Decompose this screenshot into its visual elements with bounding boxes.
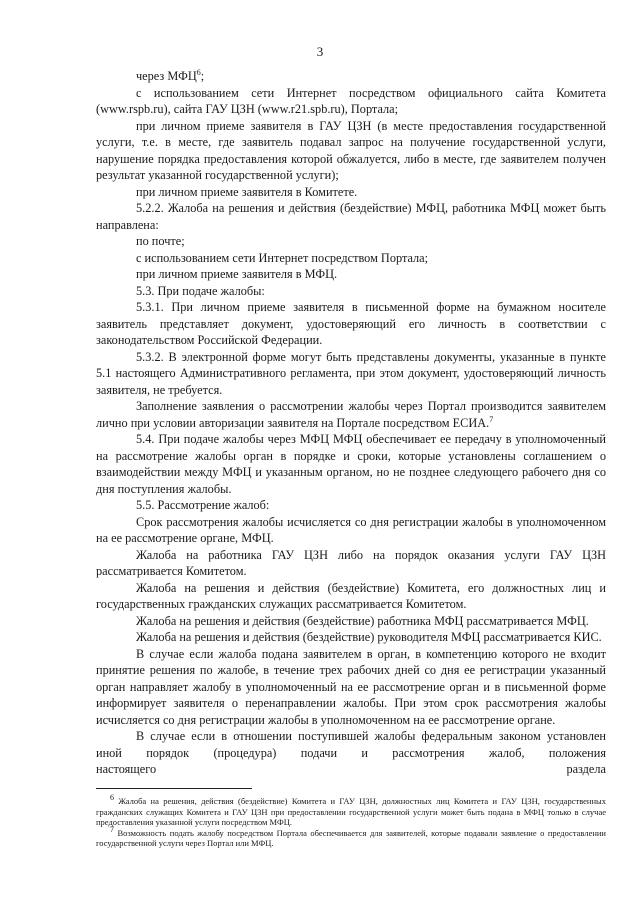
paragraph: Жалоба на решения и действия (бездействие) работника МФЦ рассматривается МФЦ. <box>136 613 589 628</box>
paragraph: Жалоба на работника ГАУ ЦЗН либо на порядок оказания услуги ГАУ ЦЗН рассматривается Комитетом. <box>96 547 606 578</box>
paragraph: при личном приеме заявителя в МФЦ. <box>136 267 338 281</box>
footnotes <box>96 793 606 849</box>
paragraph: при личном приеме заявителя в Комитете. <box>136 184 358 199</box>
paragraph: Жалоба на решения и действия (бездействие) руководителя МФЦ рассматривается КИС. <box>136 630 602 644</box>
paragraph: через МФЦ$^6$; <box>136 67 205 83</box>
document-body <box>96 68 606 778</box>
paragraph: с использованием сети Интернет посредством Портала; <box>136 250 429 265</box>
footnote-divider <box>96 788 252 789</box>
paragraph: при личном приеме заявителя в ГАУ ЦЗН (в месте предоставления государственной услуги, т.е. в месте, где заявитель подавал запрос на получение государственной услуги, нарушение порядка предоставления которой обжалуется, либо в месте, где заявителем получен результат указанной государственной услуги); <box>96 118 606 182</box>
paragraph: 5.3.1. При личном приеме заявителя в письменной форме на бумажном носителе заявитель представляет документ, удостоверяющий его личность в соответствии с законодательством Российской Федерации. <box>96 300 606 347</box>
paragraph: В случае если в отношении поступившей жалобы федеральным законом установлен иной порядок (процедура) подачи и рассмотрения жалоб, положения <box>96 729 606 760</box>
footnote: $^7$ Возможность подать жалобу посредством Портала обеспечивается для заявителей, которые подавали заявление о предоставлении государственной услуги через Портал или МФЦ. <box>96 824 606 848</box>
paragraph: Жалоба на решения и действия (бездействие) Комитета, его должностных лиц и государственных гражданских служащих рассматривается Комитетом. <box>96 580 606 611</box>
footnote: $^6$ Жалоба на решения, действия (бездействие) Комитета и ГАУ ЦЗН, должностных лиц Комитета и ГАУ ЦЗН, государственных гражданских служащих Комитета и ГАУ ЦЗН при предоставлении государственной услуги может быть подана в МФЦ только в случае предоставления указанной услуги посредством МФЦ. <box>96 793 606 827</box>
paragraph: 5.4. При подаче жалобы через МФЦ МФЦ обеспечивает ее передачу в уполномоченный на рассмотрение жалобы орган в порядке и сроки, которые установлены соглашением о взаимодействии между МФЦ и указанным органом, но не позднее следующего рабочего дня со дня поступления жалобы. <box>96 432 606 496</box>
paragraph: 5.3.2. В электронной форме могут быть представлены документы, указанные в пункте 5.1 настоящего Административного регламента, при этом документ, удостоверяющий личность заявителя, не требуется. <box>96 349 606 397</box>
footnote-ref: 6 <box>196 67 201 77</box>
paragraph: Срок рассмотрения жалобы исчисляется со дня регистрации жалобы в уполномоченном на ее рассмотрение органе, МФЦ. <box>96 514 606 545</box>
page-number: 3 <box>316 44 324 59</box>
paragraph-continuation: настоящего раздела <box>96 762 606 776</box>
paragraph: В случае если жалоба подана заявителем в орган, в компетенцию которого не входит принятие решения по жалобе, в течение трех рабочих дней со дня ее регистрации указанный орган направляет жалобу в уполномоченный на ее рассмотрение орган и в письменной форме информирует заявителя о перенаправлении жалобы. При этом срок рассмотрения жалобы исчисляется со дня регистрации жалобы в уполномоченном на ее рассмотрение органе. <box>96 646 606 727</box>
paragraph: 5.3. При подаче жалобы: <box>136 283 265 298</box>
paragraph: с использованием сети Интернет посредством официального сайта Комитета (www.rspb.ru), сайта ГАУ ЦЗН (www.r21.spb.ru), Портала; <box>96 85 606 116</box>
footnote-ref: 7 <box>489 414 494 424</box>
paragraph: 5.5. Рассмотрение жалоб: <box>136 498 270 512</box>
paragraph: по почте; <box>136 234 185 248</box>
paragraph: 5.2.2. Жалоба на решения и действия (бездействие) МФЦ, работника МФЦ может быть направлена: <box>96 201 606 232</box>
paragraph: Заполнение заявления о рассмотрении жалобы через Портал производится заявителем лично при условии авторизации заявителя на Портале посредством ЕСИА.$^7$ <box>96 399 606 430</box>
